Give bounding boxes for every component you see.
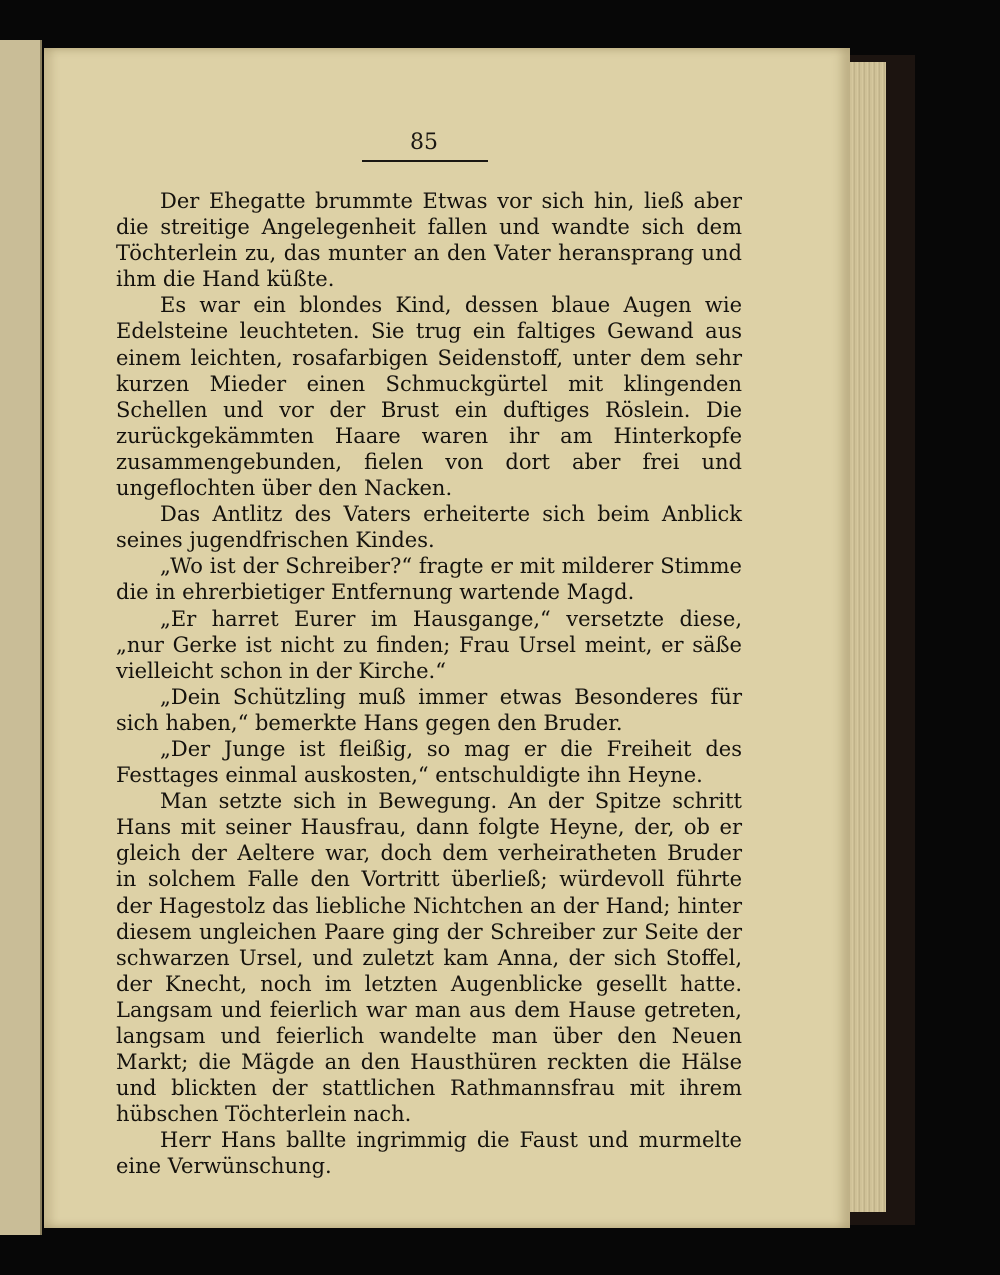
paragraph: Der Ehegatte brummte Etwas vor sich hin, ließ aber die streitige Angelegenheit fallen und wandte sich dem Töchterlein zu, das munter an den Vater heransprang und ihm die Hand küßte.: [116, 189, 742, 292]
page-number: 85: [410, 130, 438, 155]
paragraph: Herr Hans ballte ingrimmig die Faust und murmelte eine Verwünschung.: [116, 1128, 742, 1179]
paragraph: „Er harret Eurer im Hausgange,“ versetzte diese, „nur Gerke ist nicht zu finden; Frau Ursel meint, er säße vielleicht schon in der Kirche.“: [116, 606, 742, 683]
paragraph: Es war ein blondes Kind, dessen blaue Augen wie Edelsteine leuchteten. Sie trug ein faltiges Gewand aus einem leichten, rosafarbigen Seidenstoff, unter dem sehr kurzen Mieder einen Schmuckgürtel mit klingenden Schellen und vor der Brust ein duftiges Röslein. Die zurückgekämmten Haare waren ihr am Hinterkopfe zusammengebunden, fielen von dort aber frei und ungeflochten über den Nacken.: [116, 293, 742, 501]
body-text: [116, 188, 742, 1180]
left-page-edge: [0, 40, 42, 1235]
page-block-edges: [846, 62, 886, 1212]
paragraph: Man setzte sich in Bewegung. An der Spitze schritt Hans mit seiner Hausfrau, dann folgte Heyne, der, ob er gleich der Aeltere war, doch dem verheiratheten Bruder in solchem Falle den Vortritt überließ; würdevoll führte der Hagestolz das liebliche Nichtchen an der Hand; hinter diesem ungleichen Paare ging der Schreiber zur Seite der schwarzen Ursel, und zuletzt kam Anna, der sich Stoffel, der Knecht, noch im letzten Augenblicke gesellt hatte. Langsam und feierlich war man aus dem Hause getreten, langsam und feierlich wandelte man über den Neuen Markt; die Mägde an den Hausthüren reckten die Hälse und blickten der stattlichen Rathmannsfrau mit ihrem hübschen Töchterlein nach.: [116, 789, 742, 1127]
paragraph: „Dein Schützling muß immer etwas Besonderes für sich haben,“ bemerkte Hans gegen den Bruder.: [116, 684, 742, 735]
paragraph: „Wo ist der Schreiber?“ fragte er mit milderer Stimme die in ehrerbietiger Entfernung wartende Magd.: [116, 554, 742, 605]
paragraph: „Der Junge ist fleißig, so mag er die Freiheit des Festtages einmal auskosten,“ entschuldigte ihn Heyne.: [116, 736, 742, 788]
header-rule: [362, 160, 488, 162]
paragraph: Das Antlitz des Vaters erheiterte sich beim Anblick seines jugendfrischen Kindes.: [116, 502, 742, 553]
